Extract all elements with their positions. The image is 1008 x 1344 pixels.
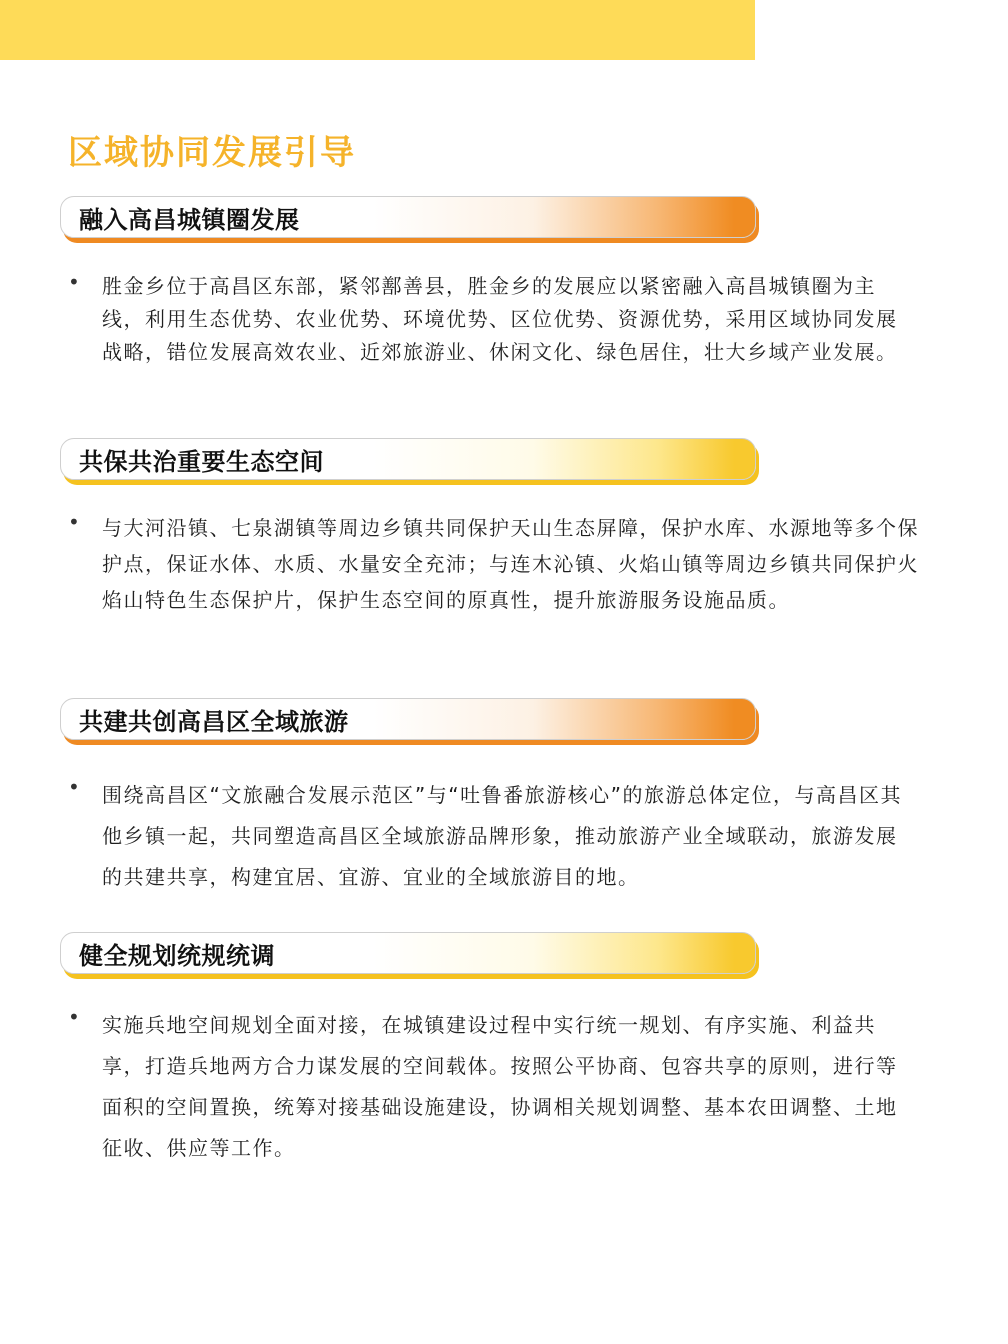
bullet-icon: • xyxy=(68,270,80,294)
page-title: 区域协同发展引导 xyxy=(68,133,356,173)
top-decorative-band xyxy=(0,0,755,60)
bullet-icon: • xyxy=(68,775,80,799)
section-header-2 xyxy=(60,438,756,480)
paragraph-text: 与大河沿镇、七泉湖镇等周边乡镇共同保护天山生态屏障，保护水库、水源地等多个保护点，保证水体、水质、水量安全充沛；与连木沁镇、火焰山镇等周边乡镇共同保护火焰山特色生态保护片，保护生态空间的原真性，提升旅游服务设施品质。 xyxy=(102,516,919,612)
section-heading: 共建共创高昌区全域旅游 xyxy=(79,707,349,736)
paragraph-text: 实施兵地空间规划全面对接，在城镇建设过程中实行统一规划、有序实施、利益共享，打造兵地两方合力谋发展的空间载体。按照公平协商、包容共享的原则，进行等面积的空间置换，统筹对接基础设施建设，协调相关规划调整、基本农田调整、土地征收、供应等工作。 xyxy=(102,1013,898,1160)
section-heading: 健全规划统规统调 xyxy=(79,941,275,970)
section-header-1 xyxy=(60,196,756,238)
section-header-4 xyxy=(60,932,756,974)
section-body-3 xyxy=(68,775,938,898)
paragraph-text: 胜金乡位于高昌区东部，紧邻鄯善县，胜金乡的发展应以紧密融入高昌城镇圈为主线，利用生态优势、农业优势、环境优势、区位优势、资源优势，采用区域协同发展战略，错位发展高效农业、近郊旅游业、休闲文化、绿色居住，壮大乡域产业发展。 xyxy=(102,274,898,364)
section-heading: 融入高昌城镇圈发展 xyxy=(79,205,300,234)
section-heading: 共保共治重要生态空间 xyxy=(79,447,324,476)
bullet-icon: • xyxy=(68,510,80,534)
section-body-2 xyxy=(68,510,938,618)
section-body-1 xyxy=(68,270,938,369)
section-body-4 xyxy=(68,1005,938,1169)
section-header-3 xyxy=(60,698,756,740)
paragraph-text: 围绕高昌区“文旅融合发展示范区”与“吐鲁番旅游核心”的旅游总体定位，与高昌区其他乡镇一起，共同塑造高昌区全域旅游品牌形象，推动旅游产业全域联动，旅游发展的共建共享，构建宜居、宜游、宜业的全域旅游目的地。 xyxy=(102,783,902,889)
bullet-icon: • xyxy=(68,1005,80,1029)
